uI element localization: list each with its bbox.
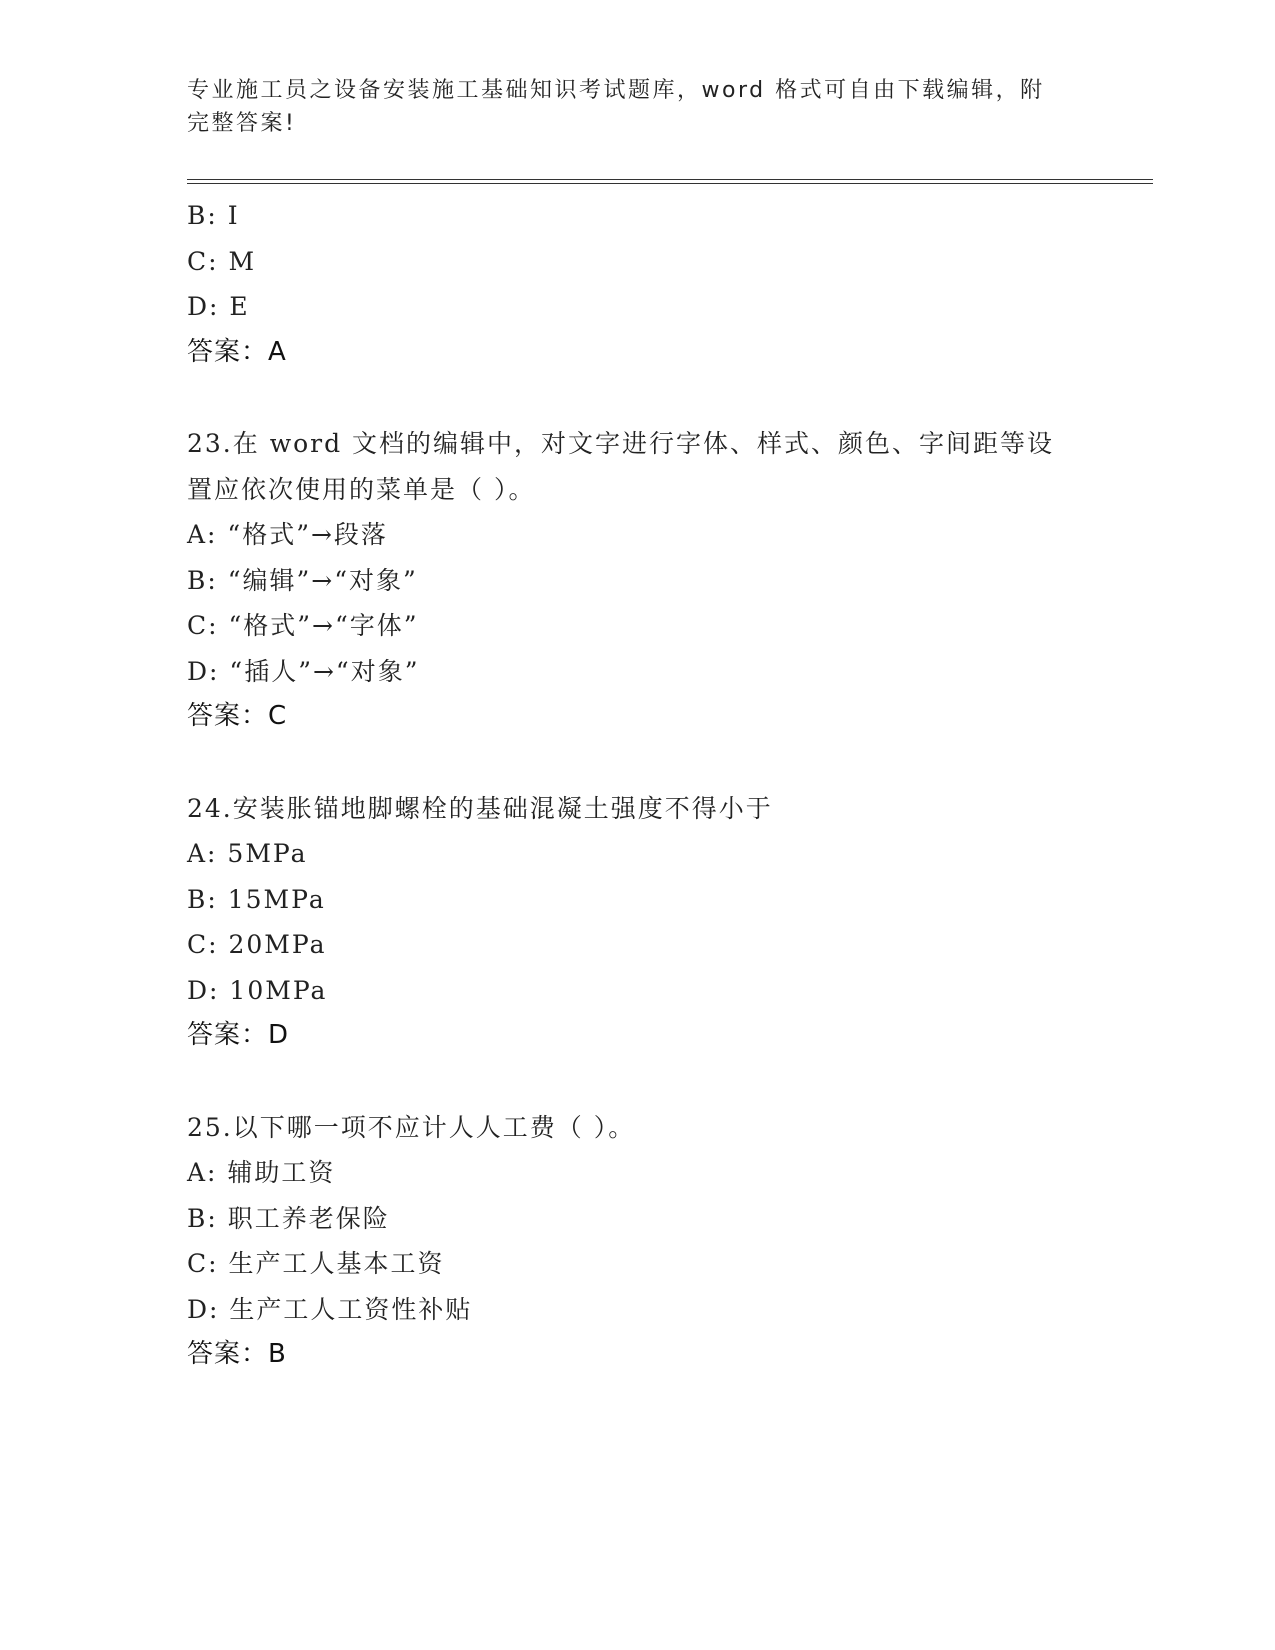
- question-title: 25.以下哪一项不应计人人工费（ ）。: [187, 1112, 636, 1142]
- answer: 答案：B: [187, 1339, 287, 1369]
- answer: 答案：D: [187, 1020, 290, 1050]
- header-rule-top: [187, 179, 1153, 180]
- option-d: D: “插人”→“对象”: [187, 656, 420, 686]
- option-b: B: “编辑”→“对象”: [187, 565, 418, 595]
- option-b: B: 职工养老保险: [187, 1203, 390, 1233]
- page-header: 专业施工员之设备安装施工基础知识考试题库，word 格式可自由下载编辑，附完整答案!: [187, 78, 1045, 136]
- option-a: A: 辅助工资: [187, 1158, 336, 1187]
- question-25: [187, 1105, 1147, 1378]
- question-23: [187, 421, 1147, 740]
- option-c: C: 20MPa: [187, 930, 327, 959]
- answer: 答案：C: [187, 701, 288, 731]
- question-22: [187, 193, 1147, 375]
- question-title: 23.在 word 文档的编辑中，对文字进行字体、样式、颜色、字间距等设置应依次使用的菜单是（ ）。: [187, 429, 1055, 504]
- option-d: D: 生产工人工资性补贴: [187, 1294, 473, 1324]
- option-d: D: E: [187, 292, 250, 321]
- option-c: C: M: [187, 246, 257, 276]
- option-a: A: 5MPa: [187, 839, 308, 868]
- option-c: C: 生产工人基本工资: [187, 1249, 445, 1278]
- question-24: [187, 786, 1147, 1059]
- header-rule-bottom: [187, 183, 1153, 184]
- option-b: B: 15MPa: [187, 884, 326, 914]
- option-c: C: “格式”→“字体”: [187, 611, 419, 640]
- option-d: D: 10MPa: [187, 975, 328, 1005]
- option-a: A: “格式”→段落: [187, 520, 388, 549]
- option-b: B: I: [187, 201, 240, 230]
- question-title: 24.安装胀锚地脚螺栓的基础混凝土强度不得小于: [187, 793, 773, 823]
- question-list: [187, 193, 1147, 1378]
- answer: 答案：A: [187, 336, 287, 367]
